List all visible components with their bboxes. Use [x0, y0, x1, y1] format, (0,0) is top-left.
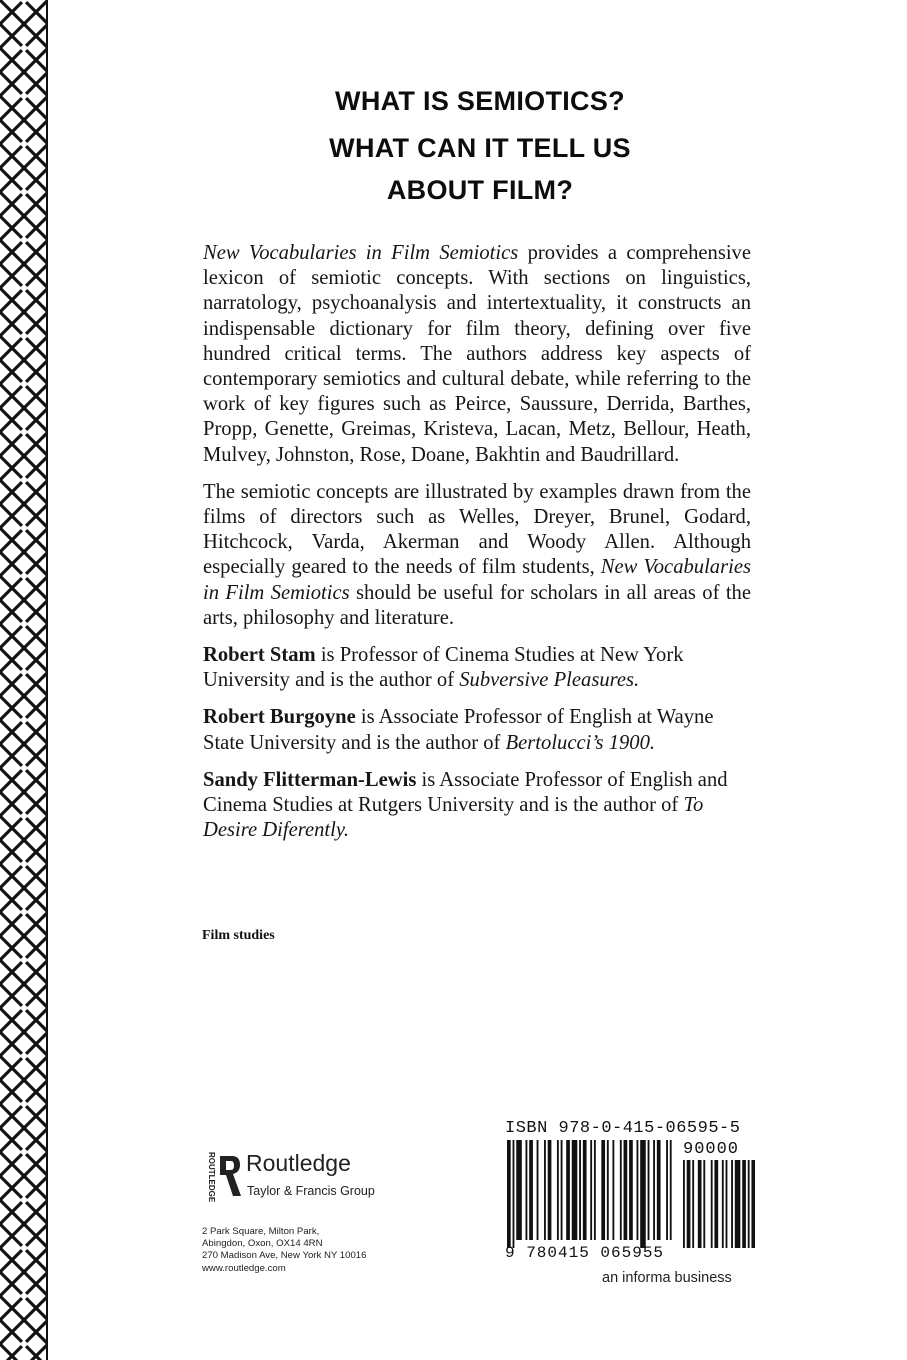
isbn-label: ISBN 978-0-415-06595-5 [505, 1119, 741, 1138]
barcode-bar [548, 1140, 552, 1240]
publisher-address [202, 1226, 442, 1275]
barcode-addon-bar [726, 1160, 728, 1248]
barcode-addon-bar [748, 1160, 750, 1248]
address-line: 2 Park Square, Milton Park, [202, 1226, 320, 1237]
barcode-bar [648, 1140, 650, 1240]
subject-category: Film studies [202, 928, 275, 943]
barcode-bar [666, 1140, 668, 1240]
barcode-addon-bar [711, 1160, 713, 1248]
publisher-website: www.routledge.com [202, 1262, 286, 1274]
barcode-bar [561, 1140, 563, 1240]
author-name: Sandy Flitterman-Lewis [203, 768, 417, 791]
barcode-bar [579, 1140, 581, 1240]
barcode-bar [507, 1140, 511, 1248]
barcode-addon-bar [714, 1160, 718, 1248]
publisher-name: Routledge [246, 1150, 351, 1176]
book-title: New Vocabularies in Film Semiotics [203, 556, 751, 604]
barcode-bar [557, 1140, 559, 1240]
author-bio-text: is Professor of Cinema Studies at New York University and is the author of [203, 644, 684, 692]
author-book: To Desire Diferently. [203, 794, 704, 842]
barcode-bar [529, 1140, 533, 1240]
barcode-bar [516, 1140, 522, 1240]
address-line: Abingdon, Oxon, OX14 4RN [202, 1238, 323, 1250]
barcode-bar [620, 1140, 622, 1240]
barcode-bar [629, 1140, 633, 1240]
routledge-logo-vertical-text: ROUTLEDGE [207, 1152, 216, 1203]
barcode-bar [670, 1140, 672, 1240]
address-line: 270 Madison Ave, New York NY 10016 [202, 1250, 367, 1262]
barcode-bar [594, 1140, 596, 1240]
book-title: New Vocabularies in Film Semiotics [203, 242, 519, 264]
barcode-bar [607, 1140, 609, 1240]
ean-number: 9 780415 065955 [505, 1244, 665, 1262]
blurb-paragraph-1 [203, 241, 751, 468]
author-bio [203, 643, 751, 693]
barcode-bar [653, 1140, 655, 1240]
main-heading-line-1: WHAT IS SEMIOTICS? [335, 86, 625, 116]
author-bio [203, 705, 751, 755]
barcode-bar [537, 1140, 539, 1240]
barcode-addon-bar [722, 1160, 724, 1248]
barcode-addon-bar [698, 1160, 702, 1248]
barcode-bar [624, 1140, 628, 1240]
author-name: Robert Stam [203, 644, 316, 667]
blurb-paragraph-2 [203, 480, 751, 631]
barcode-addon-bar [692, 1160, 694, 1248]
barcode-bar [544, 1140, 546, 1240]
blurb-text: The semiotic concepts are illustrated by examples drawn from the films of directors such as Welles, Dreyer, Brunel, Godard, Hitchcock, Varda, Akerman and Woody Allen. Although especially geared to the needs of film students, [203, 480, 751, 579]
barcode-bar [583, 1140, 587, 1240]
author-book: Bertolucci’s 1900. [505, 731, 656, 754]
barcode-addon-bar [703, 1160, 705, 1248]
barcode-bar [590, 1140, 592, 1240]
barcode-bar [612, 1140, 614, 1240]
barcode-addon-bar [687, 1160, 691, 1248]
author-bio-text: is Associate Professor of English and Cinema Studies at Rutgers University and is the author of [203, 768, 728, 817]
heading-line-3: ABOUT FILM? [386, 175, 574, 205]
barcode-addon-bar [742, 1160, 746, 1248]
barcode-bar [637, 1140, 639, 1240]
publisher-group: Taylor & Francis Group [247, 1184, 375, 1198]
author-bio [203, 768, 751, 844]
barcode [505, 1140, 755, 1260]
decorative-border [0, 0, 48, 1360]
barcode-bar [526, 1140, 528, 1240]
heading-line-2: WHAT CAN IT TELL US [329, 133, 631, 163]
barcode-bar [601, 1140, 605, 1240]
barcode-addon-bar [683, 1160, 685, 1248]
barcode-bar [572, 1140, 578, 1240]
author-book: Subversive Pleasures. [459, 669, 640, 692]
informa-tagline: an informa business [602, 1270, 732, 1286]
barcode-addon-bar [735, 1160, 741, 1248]
blurb-text: provides a comprehensive lexicon of semiotic concepts. With sections on linguistics, narratology, psychoanalysis and intertextuality, it constructs an indispensable dictionary for film theory, defining over five hundred critical terms. The authors address key aspects of contemporary semiotics and cultural debate, while referring to the work of key figures such as Peirce, Saussure, Derrida, Barthes, Propp, Genette, Greimas, Kristeva, Lacan, Metz, Bellour, Heath, Mulvey, Johnston, Rose, Doane, Bakhtin and Baudrillard. [203, 242, 751, 466]
main-heading-lines-2-3 [200, 127, 760, 211]
barcode-bar [640, 1140, 646, 1248]
barcode-bar [513, 1140, 515, 1248]
author-name: Robert Burgoyne [203, 706, 356, 729]
blurb [203, 241, 751, 855]
price-code: 90000 [683, 1140, 740, 1159]
barcode-bar [657, 1140, 661, 1240]
barcode-addon-bar [731, 1160, 733, 1248]
barcode-addon-bar [751, 1160, 755, 1248]
barcode-bar [566, 1140, 570, 1240]
blurb-text: should be useful for scholars in all areas of the arts, philosophy and literature. [203, 581, 751, 629]
author-bio-text: is Associate Professor of English at Wayne State University and is the author of [203, 706, 714, 754]
